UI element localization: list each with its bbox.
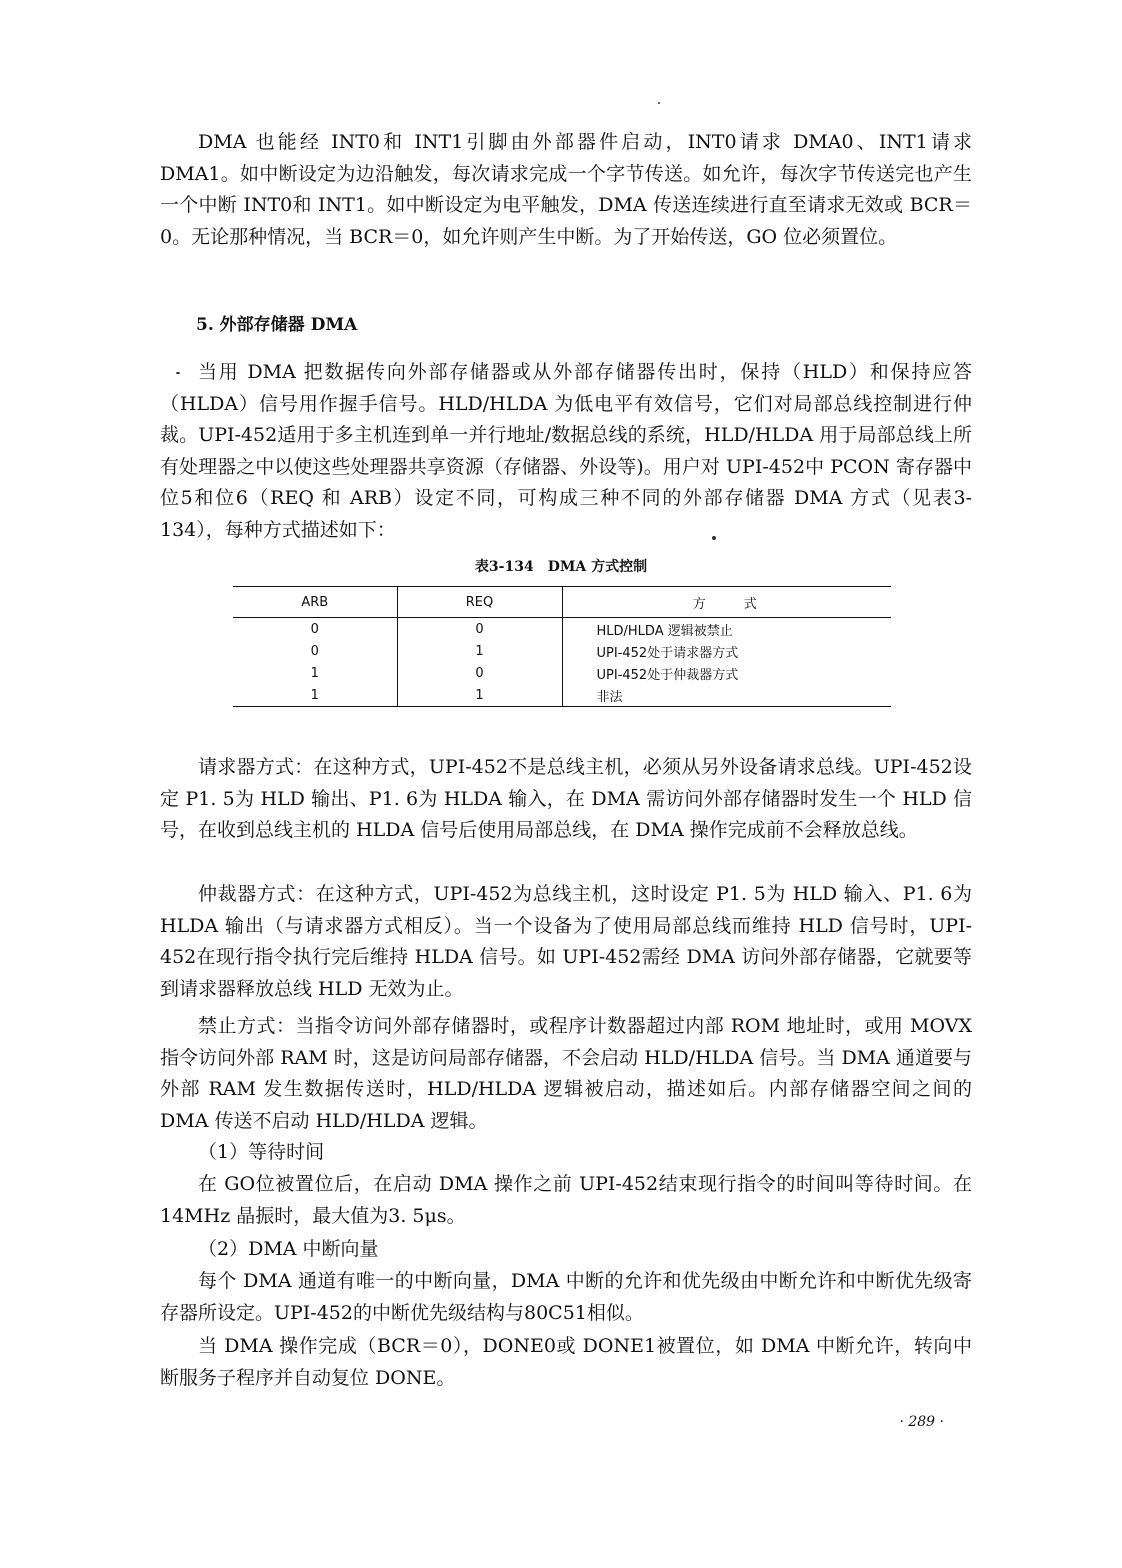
paragraph-dma-int-start: DMA 也能经 INT0和 INT1引脚由外部器件启动，INT0请求 DMA0、INT1请求 DMA1。如中断设定为边沿触发，每次请求完成一个字节传送。如允许，每次字节传送完也产生一个中断 INT0和 INT1。如中断设定为电平触发，DMA 传送连续进行直至请求无效或 BCR＝0。无论那种情况，当 BCR＝0，如允许则产生中断。为了开始传送，GO 位必须置位。 <box>160 131 972 248</box>
subheading-wait-time: （1）等待时间 <box>198 1141 325 1163</box>
paragraph-hld-hlda: 当用 DMA 把数据传向外部存储器或从外部存储器传出时，保持（HLD）和保持应答（HLDA）信号用作握手信号。HLD/HLDA 为低电平有效信号，它们对局部总线控制进行仲裁。UPI-452适用于多主机连到单一并行地址/数据总线的系统，HLD/HLDA 用于局部总线上所有处理器之中以使这些处理器共享资源（存储器、外设等)。用户对 UPI-452中 PCON 寄存器中位5和位6（REQ 和 ARB）设定不同，可构成三种不同的外部存储器 DMA 方式（见表3-134），每种方式描述如下： <box>160 361 972 541</box>
table-header-row <box>233 587 891 618</box>
paragraph-dma-done: 当 DMA 操作完成（BCR＝0），DONE0或 DONE1被置位，如 DMA 中断允许，转向中断服务子程序并自动复位 DONE。 <box>160 1335 972 1389</box>
paragraph-disabled-mode: 禁止方式：当指令访问外部存储器时，或程序计数器超过内部 ROM 地址时，或用 MOVX 指令访问外部 RAM 时，这是访问局部存储器，不会启动 HLD/HLDA 信号。当 DMA 通道要与外部 RAM 发生数据传送时，HLD/HLDA 逻辑被启动，描述如后。内部存储器空间之间的 DMA 传送不启动 HLD/HLDA 逻辑。 <box>160 1015 972 1132</box>
paragraph-requester-mode: 请求器方式：在这种方式，UPI-452不是总线主机，必须从另外设备请求总线。UPI-452设定 P1. 5为 HLD 输出、P1. 6为 HLDA 输入，在 DMA 需访问外部存储器时发生一个 HLD 信号，在收到总线主机的 HLDA 信号后使用局部总线，在 DMA 操作完成前不会释放总线。 <box>160 756 972 841</box>
table-cell-mode: HLD/HLDA 逻辑被禁止 <box>562 618 891 641</box>
paragraph-wait-time: 在 GO位被置位后，在启动 DMA 操作之前 UPI-452结束现行指令的时间叫等待时间。在14MHz 晶振时，最大值为3. 5μs。 <box>160 1173 972 1227</box>
table-caption: 表3-134 DMA 方式控制 <box>474 559 648 575</box>
scan-speck <box>712 536 716 540</box>
subheading-dma-interrupt-vector: （2）DMA 中断向量 <box>198 1238 379 1260</box>
table-cell-arb: 1 <box>310 665 319 681</box>
table-cell-mode: UPI-452处于请求器方式 <box>562 640 891 662</box>
table-cell-arb: 1 <box>233 684 397 707</box>
table-row <box>233 662 891 684</box>
paragraph-interrupt-vector: 每个 DMA 通道有唯一的中断向量，DMA 中断的允许和优先级由中断允许和中断优先级寄存器所设定。UPI-452的中断优先级结构与80C51相似。 <box>160 1270 972 1324</box>
scan-speck <box>658 102 660 104</box>
table-header-req: REQ <box>397 587 562 618</box>
dma-mode-table <box>233 586 891 707</box>
table-row <box>233 640 891 662</box>
table-header-mode: 方 式 <box>562 587 891 618</box>
table-cell-req: 0 <box>397 662 562 684</box>
table-header-arb: ARB <box>233 587 397 618</box>
table-cell-req: 1 <box>397 640 562 662</box>
scan-speck <box>176 372 180 374</box>
table-cell-arb: 0 <box>310 621 319 637</box>
table-row <box>233 684 891 707</box>
table-row <box>233 618 891 641</box>
table-cell-req: 1 <box>397 684 562 707</box>
page-number: · 289 · <box>899 1414 944 1430</box>
table-cell-arb: 0 <box>310 643 319 659</box>
table-cell-mode: UPI-452处于仲裁器方式 <box>562 662 891 684</box>
table-cell-req: 0 <box>397 618 562 641</box>
table-cell-mode: 非法 <box>562 684 891 707</box>
paragraph-arbiter-mode: 仲裁器方式：在这种方式，UPI-452为总线主机，这时设定 P1. 5为 HLD 输入、P1. 6为 HLDA 输出（与请求器方式相反）。当一个设备为了使用局部总线而维持 HLD 信号时，UPI-452在现行指令执行完后维持 HLDA 信号。如 UPI-452需经 DMA 访问外部存储器，它就要等到请求器释放总线 HLD 无效为止。 <box>160 883 972 1000</box>
section-heading-external-memory-dma: 5. 外部存储器 DMA <box>196 315 358 335</box>
